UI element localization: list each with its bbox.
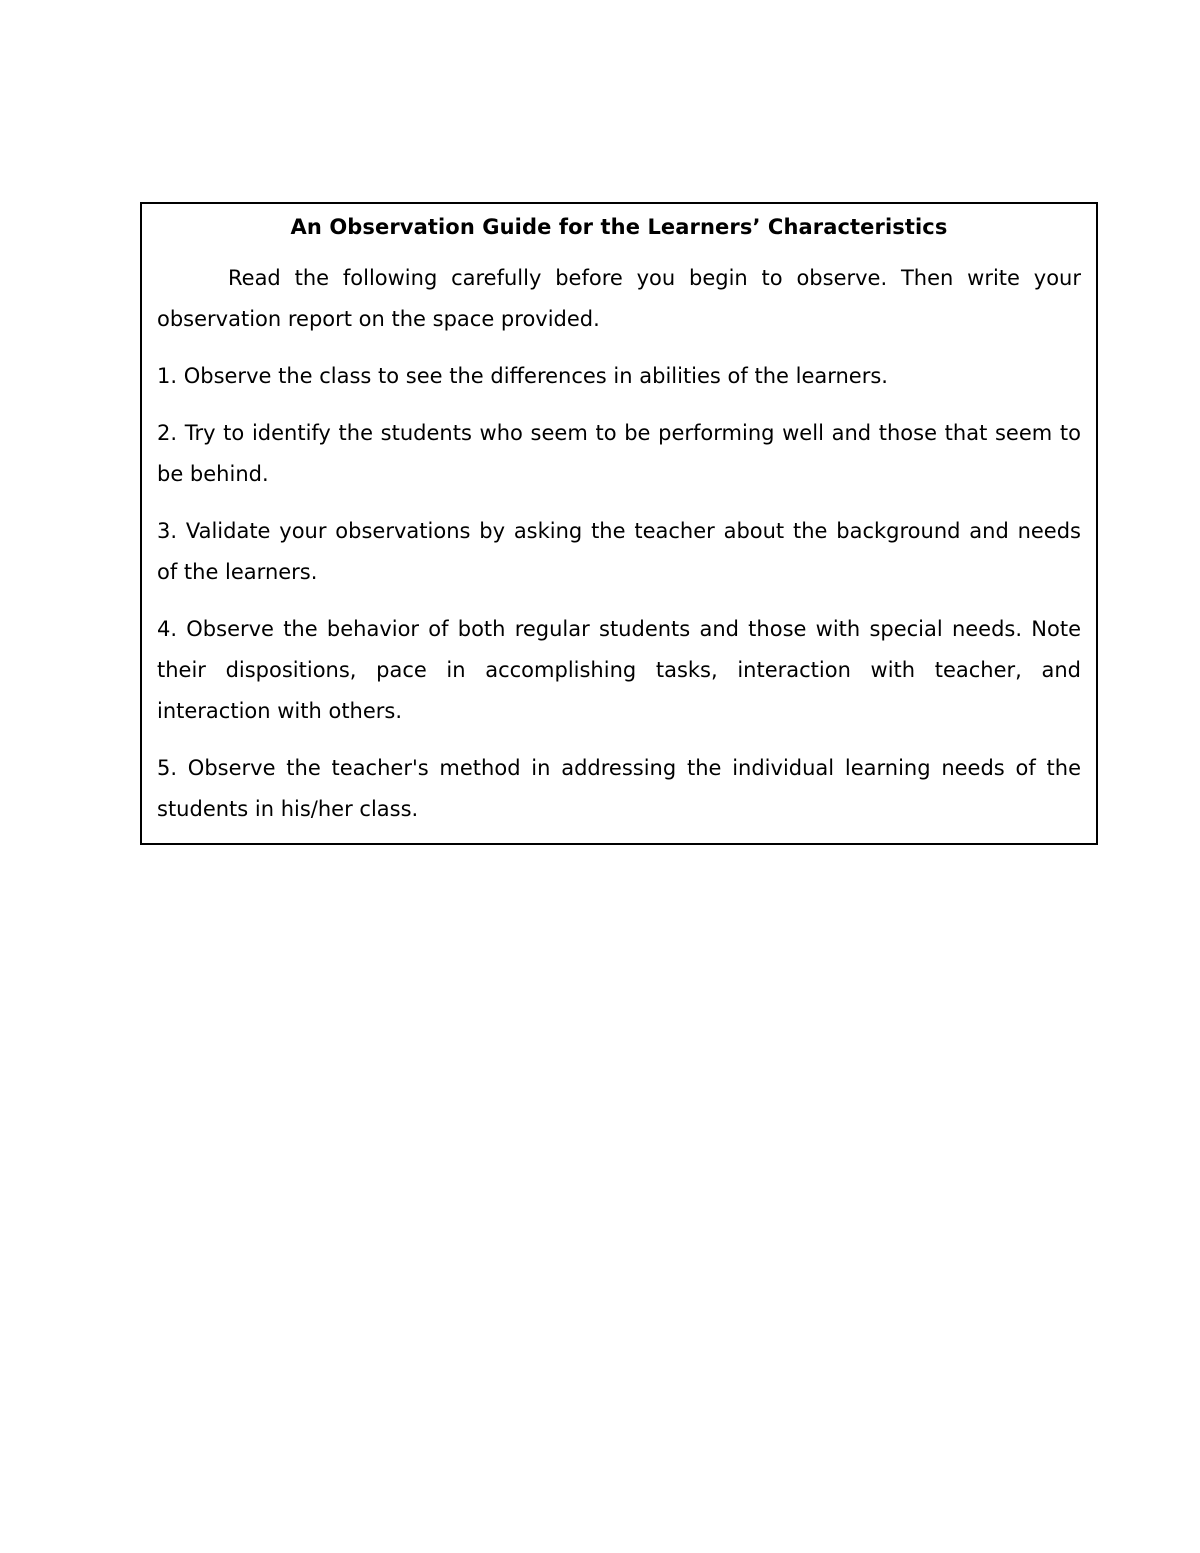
guide-item-1: 1. Observe the class to see the differences in abilities of the learners. — [157, 364, 888, 388]
guide-item-5: 5. Observe the teacher's method in addressing the individual learning needs of the students in his/her class. — [157, 756, 1081, 821]
observation-guide-box — [140, 202, 1098, 845]
guide-item-2: 2. Try to identify the students who seem to be performing well and those that seem to be behind. — [157, 421, 1081, 486]
guide-intro: Read the following carefully before you begin to observe. Then write your observation report on the space provided. — [157, 266, 1081, 331]
guide-title: An Observation Guide for the Learners’ Characteristics — [290, 215, 948, 239]
guide-item-4: 4. Observe the behavior of both regular students and those with special needs. Note their dispositions, pace in accomplishing tasks, interaction with teacher, and interaction with others. — [157, 617, 1081, 723]
guide-item-3: 3. Validate your observations by asking the teacher about the background and needs of the learners. — [157, 519, 1081, 584]
